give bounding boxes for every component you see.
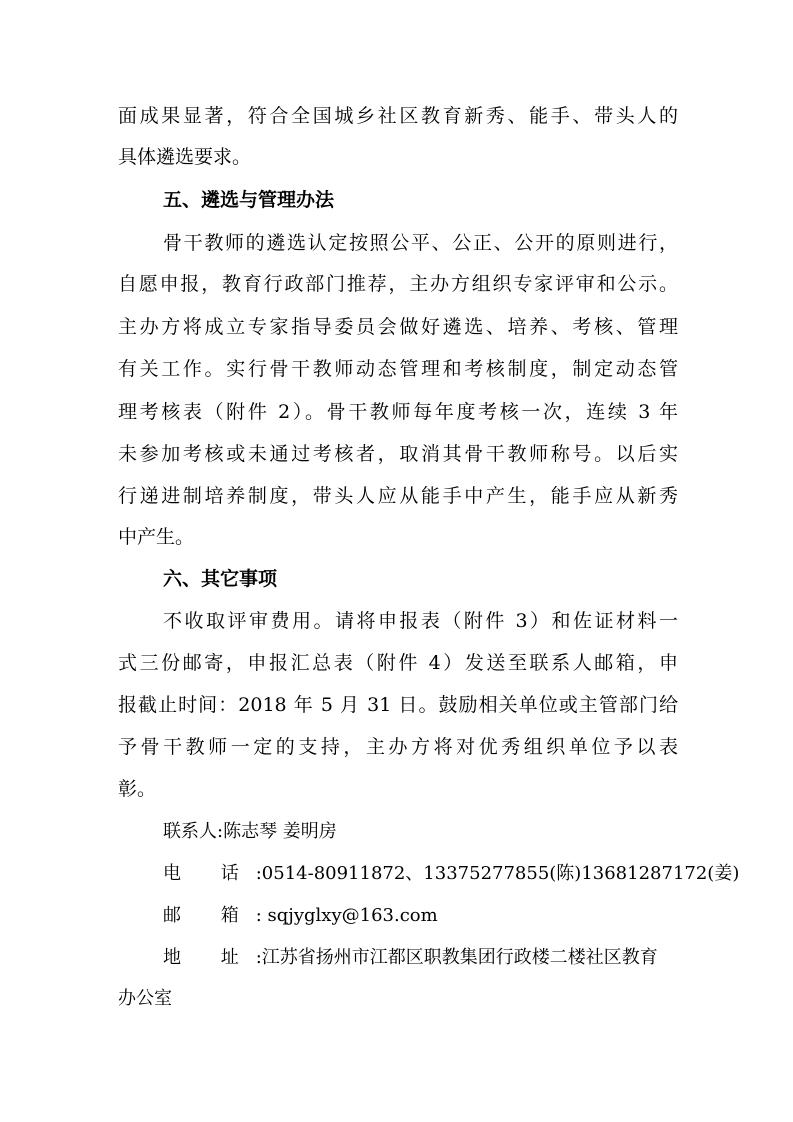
contact-person: 联系人:陈志琴 姜明房 [163,821,337,842]
paragraph-line: 理考核表（附件 2）。骨干教师每年度考核一次，连续 3 年 [118,401,678,423]
paragraph-line: 主办方将成立专家指导委员会做好遴选、培养、考核、管理 [118,316,678,338]
paragraph-line: 中产生。 [118,526,195,548]
paragraph-line: 未参加考核或未通过考核者，取消其骨干教师称号。以后实 [118,443,678,465]
email-label: 邮 箱 [163,905,256,926]
address-value: :江苏省扬州市江都区职教集团行政楼二楼社区教育 [255,947,658,968]
contact-phone [163,862,739,886]
email-value: : sqjyglxy@163.com [255,905,438,926]
paragraph-line: 彰。 [118,778,157,800]
phone-label: 电 话 [163,863,256,884]
section-heading-six: 六、其它事项 [163,568,278,590]
phone-value: :0514-80911872、13375277855(陈)13681287172(姜) [255,863,740,884]
paragraph-line: 有关工作。实行骨干教师动态管理和考核制度，制定动态管 [118,358,678,380]
paragraph-line: 予骨干教师一定的支持，主办方将对优秀组织单位予以表 [118,736,678,758]
paragraph-line: 自愿申报，教育行政部门推荐，主办方组织专家评审和公示。 [118,273,678,295]
paragraph-line: 式三份邮寄，申报汇总表（附件 4）发送至联系人邮箱，申 [118,652,678,674]
paragraph-line: 具体遴选要求。 [118,146,252,168]
contact-address [163,946,658,970]
contact-email [163,904,438,928]
paragraph-line: 行递进制培养制度，带头人应从能手中产生，能手应从新秀 [118,485,678,507]
contact-address-continued: 办公室 [118,988,172,1009]
paragraph-line: 面成果显著，符合全国城乡社区教育新秀、能手、带头人的 [118,105,678,127]
address-label: 地 址 [163,947,256,968]
paragraph-line: 报截止时间：2018 年 5 月 31 日。鼓励相关单位或主管部门给 [118,694,678,716]
paragraph-line: 不收取评审费用。请将申报表（附件 3）和佐证材料一 [163,610,678,632]
section-heading-five: 五、遴选与管理办法 [163,189,335,211]
paragraph-line: 骨干教师的遴选认定按照公平、公正、公开的原则进行， [163,232,678,254]
